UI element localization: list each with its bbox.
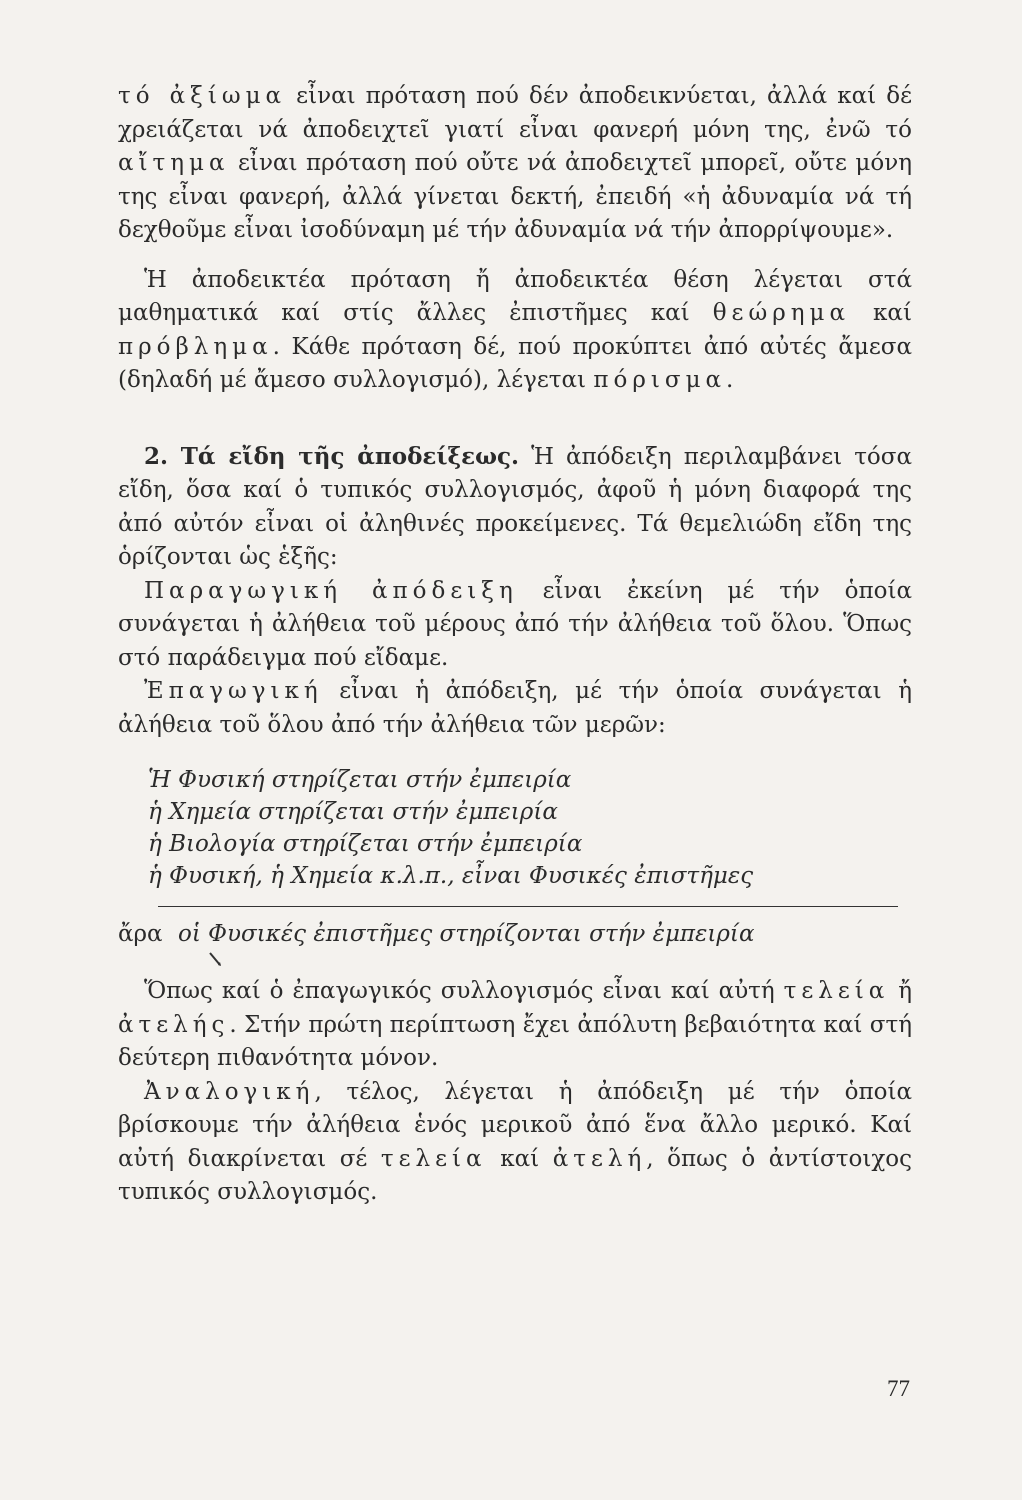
paragraph-text: Ἡ ἀπόδειξη περιλαμβάνει τόσα εἴδη, ὅσα καί ὁ τυπικός συλλογισμός, ἀφοῦ ἡ μόνη διαφορά της ἀπό αὐτόν εἶναι οἱ ἀληθινές προκείμενες. Τά θεμελιώδη εἴδη της ὁρίζονται ὡς ἑξῆς: [118, 443, 913, 570]
paragraph-text: . [726, 367, 734, 393]
paragraph-text: , τέλος, λέγεται ἡ ἀπόδειξη μέ τήν ὁποία βρίσκουμε τήν ἀλήθεια ἑνός μερικοῦ ἀπό ἕνα ἄλλο μερικό. Καί αὐτή διακρίνεται σέ [118, 1078, 912, 1172]
paragraph-theorem [118, 264, 912, 398]
conclusion-text: οἱ Φυσικές ἐπιστῆμες στηρίζονται στήν ἐμπειρία [178, 921, 755, 947]
paragraph-axiom [118, 80, 912, 248]
section-heading: 2. Τά εἴδη τῆς ἀποδείξεως. [144, 442, 520, 470]
paragraph-text: εἶναι πρόταση πού δέν ἀποδεικνύεται, ἀλλά καί δέ χρειάζεται νά ἀποδειχτεῖ γιατί εἶναι φανερή μόνη της, ἐνῶ τό [118, 83, 912, 143]
paragraph-text: εἶναι ἡ ἀπόδειξη, μέ τήν ὁποία συνάγεται ἡ ἀλήθεια τοῦ ὅλου ἀπό τήν ἀλήθεια τῶν μερῶν: [118, 678, 912, 738]
term-complete: τελεία [783, 978, 890, 1004]
term-complete: τελεία [380, 1145, 487, 1172]
therefore-word: ἄρα [118, 921, 163, 947]
paragraph-text: Ἡ ἀποδεικτέα πρόταση ἤ ἀποδεικτέα θέση λέγεται στά μαθηματικά καί στίς ἄλλες ἐπιστῆμες καί [118, 266, 912, 326]
paragraph-complete-incomplete [118, 975, 912, 1076]
term-corollary: πόρισμα [593, 367, 727, 393]
paragraph-inductive [118, 675, 912, 742]
premise: ἡ Βιολογία στηρίζεται στήν ἐμπειρία [148, 831, 583, 857]
term-incomplete: ἀτελή [552, 1145, 647, 1172]
paragraph-text: . Στήν πρώτη περίπτωση ἔχει ἀπόλυτη βεβαιότητα καί στή δεύτερη πιθανότητα μόνον. [118, 1011, 912, 1071]
premise: ἡ Φυσική, ἡ Χημεία κ.λ.π., εἶναι Φυσικές ἐπιστῆμες [148, 863, 754, 889]
term-analogical: Ἀναλογική [144, 1078, 315, 1105]
term-inductive: Ἐπαγωγική [144, 678, 323, 704]
term-theorem: θεώρημα [712, 300, 850, 326]
paragraph-text: , ὅπως ὁ ἀντίστοιχος τυπικός συλλογισμός. [118, 1145, 913, 1205]
paragraph-deductive [118, 575, 912, 676]
paragraph-text: ἤ [889, 978, 912, 1004]
syllogism-example [118, 764, 912, 973]
conclusion-line [118, 917, 912, 951]
page-number: 77 [887, 1376, 910, 1401]
paragraph-kinds [118, 440, 912, 575]
premise: Ἡ Φυσική στηρίζεται στήν ἐμπειρία [148, 767, 572, 793]
pencil-mark-icon [208, 951, 912, 973]
term-problem: πρόβλημα [118, 333, 273, 360]
paragraph-text: εἶναι πρόταση πού οὔτε νά ἀποδειχτεῖ μπορεῖ, οὔτε μόνη της εἶναι φανερή, ἀλλά γίνεται δεκτή, ἐπειδή «ἡ ἀδυναμία νά τή δεχθοῦμε εἶναι ἰσοδύναμη μέ τήν ἀδυναμία νά τήν ἀπορρίψουμε». [118, 150, 912, 243]
premise: ἡ Χημεία στηρίζεται στήν ἐμπειρία [148, 799, 558, 825]
paragraph-text: Ὅπως καί ὁ ἐπαγωγικός συλλογισμός εἶναι καί αὐτή [144, 978, 784, 1004]
conclusion-divider [158, 906, 898, 907]
term-axiom: τό ἀξίωμα [118, 83, 287, 109]
paragraph-text: καί [486, 1145, 553, 1172]
term-deductive: Παραγωγική ἀπόδειξη [144, 577, 518, 604]
paragraph-text: . Κάθε πρόταση δέ, πού προκύπτει ἀπό αὐτές ἄμεσα (δηλαδή μέ ἄμεσο συλλογισμό), λέγεται [118, 333, 912, 393]
paragraph-text: καί [850, 300, 912, 326]
paragraph-text: εἶναι ἐκείνη μέ τήν ὁποία συνάγεται ἡ ἀλήθεια τοῦ μέρους ἀπό τήν ἀλήθεια τοῦ ὅλου. Ὅπως στό παράδειγμα πού εἴδαμε. [118, 577, 912, 671]
paragraph-analogical [118, 1076, 912, 1210]
term-postulate: αἴτημα [118, 150, 230, 176]
term-incomplete: ἀτελής [118, 1011, 230, 1038]
